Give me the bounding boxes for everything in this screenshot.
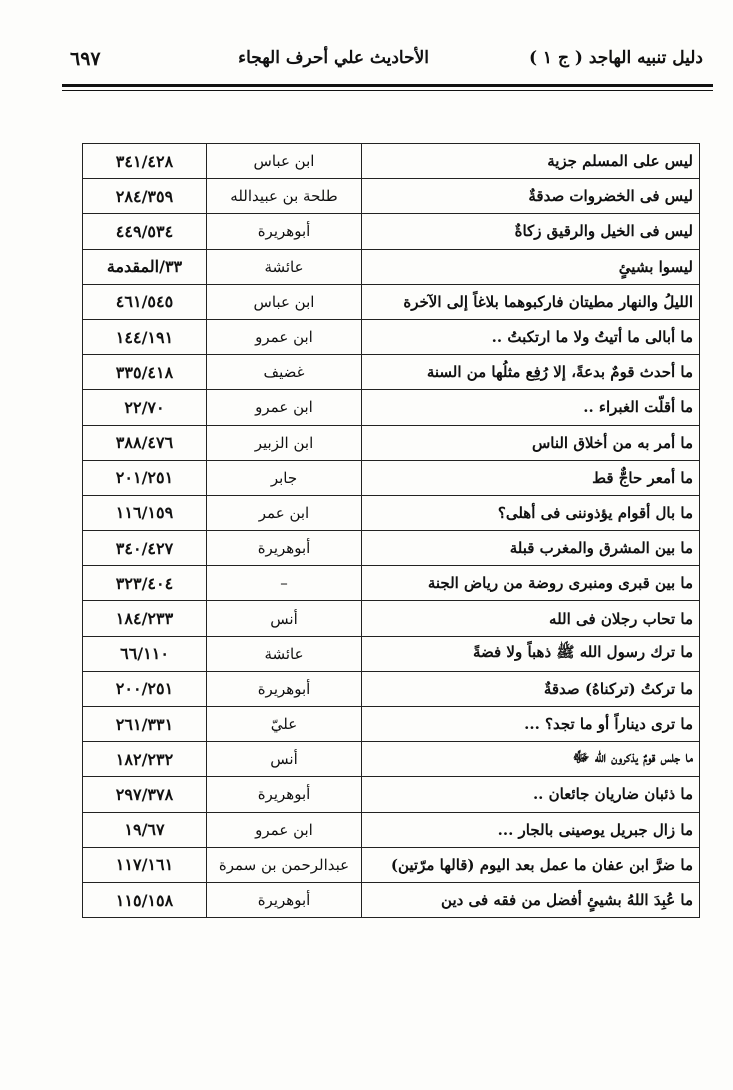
hadith-text: ليس فى الخضروات صدقةٌ [362,179,700,214]
hadith-text: ما أقلّت الغبراء .. [362,390,700,425]
reference-number: ٣٤٠/٤٢٧ [83,531,207,566]
hadith-text: ليسوا بشيئٍ [362,249,700,284]
narrator: أبوهريرة [207,214,362,249]
narrator: غضيف [207,355,362,390]
narrator: طلحة بن عبيدالله [207,179,362,214]
table-row [83,319,700,354]
table-row [83,179,700,214]
table-row [83,355,700,390]
table-row [83,284,700,319]
reference-number: ١١٥/١٥٨ [83,882,207,917]
table-row [83,425,700,460]
hadith-text: ليس فى الخيل والرقيق زكاةٌ [362,214,700,249]
narrator: أبوهريرة [207,882,362,917]
page-header [70,44,703,76]
book-title: دليل تنبيه الهاجد ( ج ١ ) [528,48,703,68]
hadith-text: ما بال أقوام يؤذوننى فى أهلى؟ [362,495,700,530]
reference-number: ١١٧/١٦١ [83,847,207,882]
reference-number: ٣٤١/٤٢٨ [83,144,207,179]
hadith-text: ما ضرَّ ابن عفان ما عمل بعد اليوم (قالها مرّتين) [362,847,700,882]
table-row [83,742,700,777]
header-rule-thin [62,90,713,91]
reference-number: ١٨٢/٢٣٢ [83,742,207,777]
hadith-text: ما ترك رسول الله ﷺ ذهباً ولا فضةً [362,636,700,671]
narrator: عبدالرحمن بن سمرة [207,847,362,882]
reference-number: ٢٨٤/٣٥٩ [83,179,207,214]
section-title: الأحاديث علي أحرف الهجاء [238,48,429,68]
hadith-text: ما أحدث قومٌ بدعةً، إلا رُفِع مثلُها من السنة [362,355,700,390]
narrator: ابن عمرو [207,390,362,425]
reference-number: ٢٢/٧٠ [83,390,207,425]
page-number: ٦٩٧ [70,48,101,70]
reference-number: ٣٨٨/٤٧٦ [83,425,207,460]
table-row [83,495,700,530]
hadith-text: ما عُبِدَ اللهُ بشيئٍ أفضل من فقه فى دين [362,882,700,917]
reference-number: ١٩/٦٧ [83,812,207,847]
table-row [83,214,700,249]
narrator: أنس [207,742,362,777]
narrator: أبوهريرة [207,777,362,812]
table-row [83,847,700,882]
table-row [83,460,700,495]
narrator: ابن عباس [207,284,362,319]
hadith-text: ما بين قبرى ومنبرى روضة من رياض الجنة [362,566,700,601]
hadith-text: ما أبالى ما أتيتُ ولا ما ارتكبتُ .. [362,319,700,354]
hadith-text: ليس على المسلم جزية [362,144,700,179]
narrator: أنس [207,601,362,636]
reference-number: ٢٩٧/٣٧٨ [83,777,207,812]
reference-number: ٢٠١/٢٥١ [83,460,207,495]
hadith-text: ما أمعر حاجٌّ قط [362,460,700,495]
narrator: ابن عمرو [207,812,362,847]
hadith-text: ما تحاب رجلان فى الله [362,601,700,636]
narrator: ابن الزبير [207,425,362,460]
table-row [83,566,700,601]
table-row [83,671,700,706]
hadith-text: ما أمر به من أخلاق الناس [362,425,700,460]
hadith-text: ما ترى ديناراً أو ما تجد؟ ... [362,707,700,742]
table-row [83,249,700,284]
table-row [83,882,700,917]
reference-number: ٦٦/١١٠ [83,636,207,671]
narrator: ابن عمر [207,495,362,530]
hadith-text: ما ذئبان ضاريان جائعان .. [362,777,700,812]
narrator: عليّ [207,707,362,742]
table-row [83,531,700,566]
narrator: أبوهريرة [207,531,362,566]
narrator: ابن عباس [207,144,362,179]
reference-number: ٣٣/المقدمة [83,249,207,284]
reference-number: ٤٤٩/٥٣٤ [83,214,207,249]
hadith-text: ما زال جبريل يوصينى بالجار ... [362,812,700,847]
reference-number: ٤٦١/٥٤٥ [83,284,207,319]
narrator: ابن عمرو [207,319,362,354]
hadith-text: ما بين المشرق والمغرب قبلة [362,531,700,566]
reference-number: ٢٠٠/٢٥١ [83,671,207,706]
narrator: عائشة [207,636,362,671]
narrator: عائشة [207,249,362,284]
table-row [83,636,700,671]
table-row [83,777,700,812]
hadith-index-table [82,143,700,918]
narrator: جابر [207,460,362,495]
hadith-text: ما تركتُ (تركناهُ) صدقةٌ [362,671,700,706]
reference-number: ٣٢٣/٤٠٤ [83,566,207,601]
table-row [83,144,700,179]
hadith-text: الليلُ والنهار مطيتان فاركبوهما بلاغاً إلى الآخرة [362,284,700,319]
table-row [83,812,700,847]
reference-number: ١٨٤/٢٣٣ [83,601,207,636]
table-row [83,601,700,636]
reference-number: ١٤٤/١٩١ [83,319,207,354]
reference-number: ٢٦١/٣٣١ [83,707,207,742]
narrator: أبوهريرة [207,671,362,706]
header-rule-thick [62,84,713,87]
table-row [83,707,700,742]
narrator: – [207,566,362,601]
hadith-text: ما جلس قومٌ يذكرون الله ﷻ [362,742,700,777]
table-row [83,390,700,425]
reference-number: ١١٦/١٥٩ [83,495,207,530]
reference-number: ٣٣٥/٤١٨ [83,355,207,390]
